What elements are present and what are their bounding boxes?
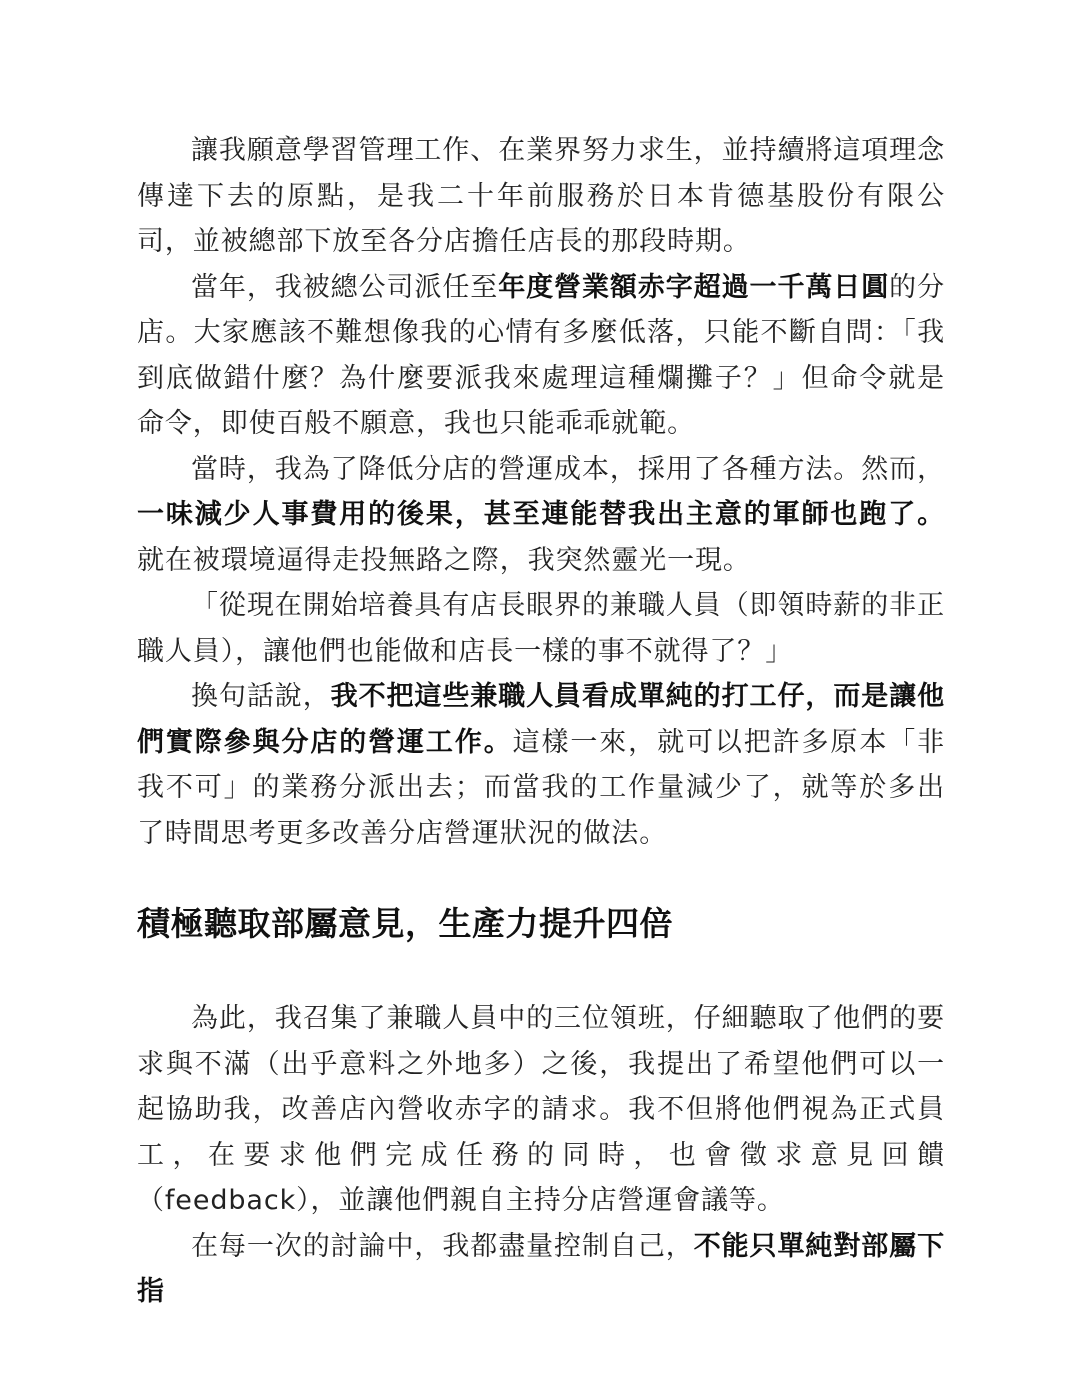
paragraph-7-run-1: 在每一次的討論中，我都盡量控制自己， [191, 1230, 694, 1262]
paragraph-5-run-1: 換句話說， [191, 681, 331, 712]
paragraph-2 [137, 265, 945, 447]
section-intro [137, 128, 945, 856]
section-feedback [137, 996, 945, 1315]
paragraph-2-bold-run: 年度營業額赤字超過一千萬日圓 [498, 271, 890, 303]
paragraph-3-bold-run: 一味減少人事費用的後果，甚至連能替我出主意的軍師也跑了。 [137, 499, 945, 530]
paragraph-4 [137, 583, 945, 674]
paragraph-7 [137, 1224, 945, 1315]
paragraph-5-bold-run: 我不把這些兼職人員看成單純的打工仔，而是讓他們實際參與分店的營運工作。 [137, 681, 945, 758]
paragraph-6-run-1: 為此，我召集了兼職人員中的三位領班，仔細聽取了他們的要求與不滿（出乎意料之外地多）之後，我提出了希望他們可以一起協助我，改善店內營收赤字的請求。我不但將他們視為正式員工，在要求他們完成任務的同時，也會徵求意見回饋（feedback），並讓他們親自主持分店營運會議等。 [137, 1003, 945, 1216]
document-page [137, 128, 945, 1315]
paragraph-3-run-3: 就在被環境逼得走投無路之際，我突然靈光一現。 [137, 544, 751, 576]
paragraph-5 [137, 674, 945, 856]
paragraph-1-run-1: 讓我願意學習管理工作、在業界努力求生，並持續將這項理念傳達下去的原點，是我二十年前服務於日本肯德基股份有限公司，並被總部下放至各分店擔任店長的那段時期。 [137, 135, 945, 257]
section-heading: 積極聽取部屬意見，生產力提升四倍 [137, 904, 673, 943]
paragraph-3-run-1: 當時，我為了降低分店的營運成本，採用了各種方法。然而， [191, 453, 945, 485]
paragraph-2-run-3: 的分店。大家應該不難想像我的心情有多麼低落，只能不斷自問：「我到底做錯什麼？為什麼要派我來處理這種爛攤子？」但命令就是命令，即使百般不願意，我也只能乖乖就範。 [137, 271, 945, 439]
paragraph-6 [137, 996, 945, 1224]
paragraph-4-run-1: 「從現在開始培養具有店長眼界的兼職人員（即領時薪的非正職人員），讓他們也能做和店長一樣的事不就得了？」 [137, 590, 945, 667]
paragraph-1 [137, 128, 945, 265]
paragraph-5-run-3: 這樣一來，就可以把許多原本「非我不可」的業務分派出去；而當我的工作量減少了，就等於多出了時間思考更多改善分店營運狀況的做法。 [137, 726, 946, 849]
paragraph-2-run-1: 當年，我被總公司派任至 [191, 271, 499, 303]
paragraph-3 [137, 447, 945, 584]
paragraph-7-bold-run: 不能只單純對部屬下指 [137, 1230, 945, 1307]
